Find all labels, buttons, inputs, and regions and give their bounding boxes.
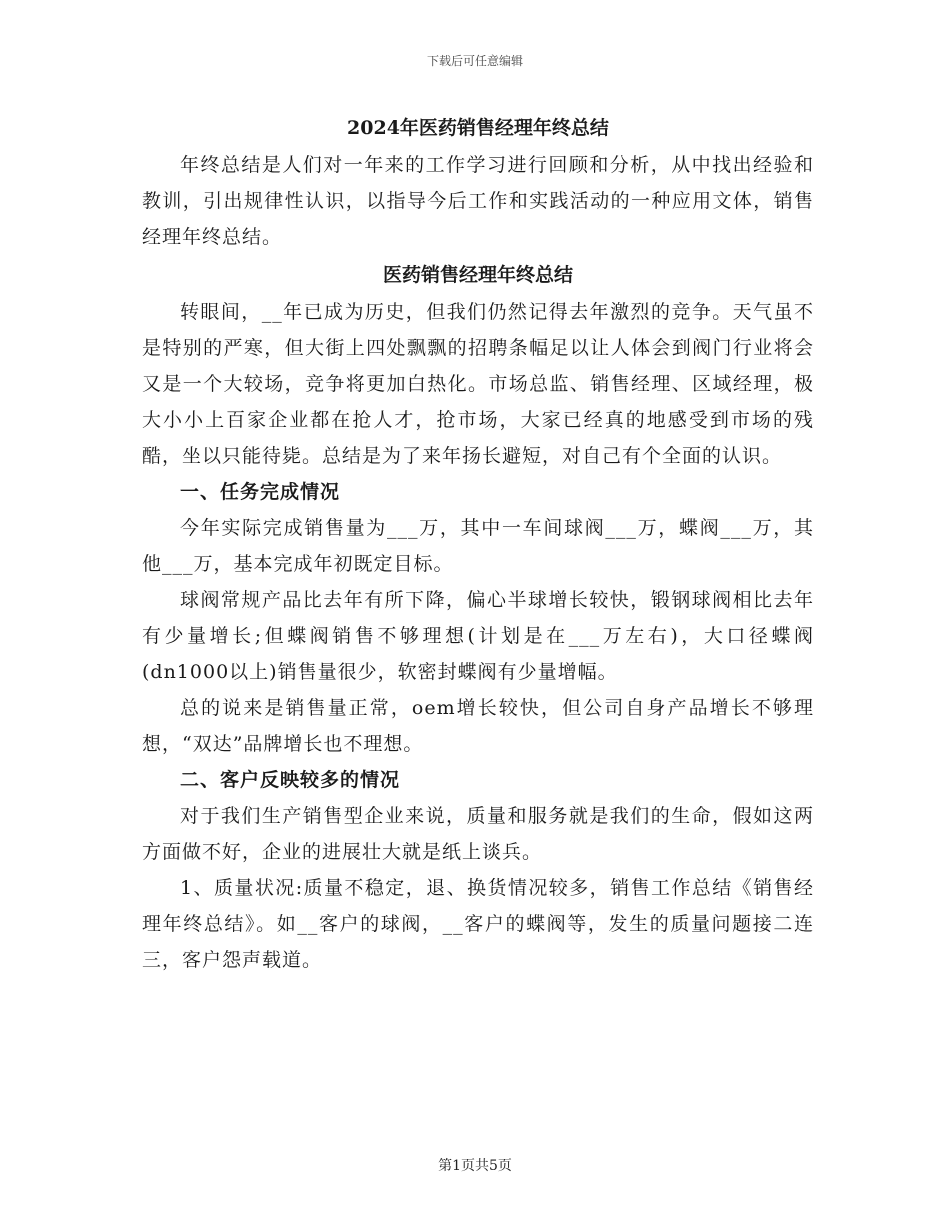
paragraph-2: 今年实际完成销售量为___万，其中一车间球阀___万，蝶阀___万，其他___万，基本完成年初既定目标。 [142,517,814,575]
paragraph-4: 总的说来是销售量正常，oem增长较快，但公司自身产品增长不够理想，“双达”品牌增长也不理想。 [142,697,814,755]
page-number: 第1页共5页 [438,1158,512,1174]
section-heading-2: 二、客户反映较多的情况 [180,769,401,791]
document-subtitle: 医药销售经理年终总结 [382,264,573,286]
paragraph-5: 对于我们生产销售型企业来说，质量和服务就是我们的生命，假如这两方面做不好，企业的进展壮大就是纸上谈兵。 [142,805,814,863]
paragraph-6: 1、质量状况:质量不稳定，退、换货情况较多，销售工作总结《销售经理年终总结》。如__客户的球阀，__客户的蝶阀等，发生的质量问题接二连三，客户怨声载道。 [142,877,814,971]
paragraph-1: 转眼间，__年已成为历史，但我们仍然记得去年激烈的竞争。天气虽不是特别的严寒，但大街上四处飘飘的招聘条幅足以让人体会到阀门行业将会又是一个大较场，竞争将更加白热化。市场总监、销售经理、区域经理，极大小小上百家企业都在抢人才，抢市场，大家已经真的地感受到市场的残酷，坐以只能待毙。总结是为了来年扬长避短，对自己有个全面的认识。 [142,301,814,467]
intro-paragraph: 年终总结是人们对一年来的工作学习进行回顾和分析，从中找出经验和教训，引出规律性认识，以指导今后工作和实践活动的一种应用文体，销售经理年终总结。 [142,154,814,248]
document-title: 2024年医药销售经理年终总结 [347,117,609,139]
paragraph-3: 球阀常规产品比去年有所下降，偏心半球增长较快，锻钢球阀相比去年有少量增长;但蝶阀销售不够理想(计划是在___万左右)，大口径蝶阀(dn1000以上)销售量很少，软密封蝶阀有少量增幅。 [142,589,814,683]
document-body [142,112,814,978]
section-heading-1: 一、任务完成情况 [180,481,341,503]
header-note: 下载后可任意编辑 [426,54,523,68]
